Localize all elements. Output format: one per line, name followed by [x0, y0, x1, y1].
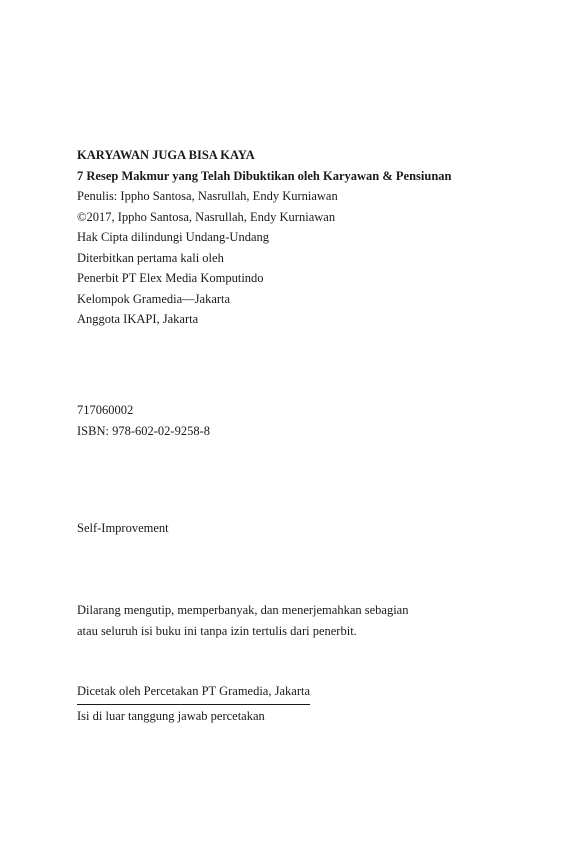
notice-line-1: Dilarang mengutip, memperbanyak, dan menerjemahkan sebagian [77, 603, 409, 617]
book-info-block [77, 145, 497, 330]
copy-notice-block [77, 600, 497, 641]
category-block [77, 518, 497, 539]
printed-by-text: Dicetak oleh Percetakan PT Gramedia, Jakarta [77, 681, 310, 705]
catalog-number: 717060002 [77, 403, 134, 417]
book-subtitle: 7 Resep Makmur yang Telah Dibuktikan oleh Karyawan & Pensiunan [77, 168, 452, 183]
publisher-line: Penerbit PT Elex Media Komputindo [77, 271, 264, 285]
copyright-line: ©2017, Ippho Santosa, Nasrullah, Endy Kurniawan [77, 209, 336, 224]
authors-line: Penulis: Ippho Santosa, Nasrullah, Endy Kurniawan [77, 189, 338, 203]
ikapi-line: Anggota IKAPI, Jakarta [77, 312, 199, 326]
printed-by-line [77, 681, 497, 706]
category-label: Self-Improvement [77, 521, 169, 535]
isbn-line: ISBN: 978-602-02-9258-8 [77, 423, 210, 438]
group-line: Kelompok Gramedia—Jakarta [77, 291, 231, 306]
rights-line: Hak Cipta dilindungi Undang-Undang [77, 230, 269, 244]
printer-block [77, 681, 497, 726]
codes-block [77, 400, 497, 441]
notice-line-2: atau seluruh isi buku ini tanpa izin tertulis dari penerbit. [77, 623, 357, 638]
published-first-line: Diterbitkan pertama kali oleh [77, 250, 224, 265]
printer-disclaimer: Isi di luar tanggung jawab percetakan [77, 708, 265, 723]
book-title: KARYAWAN JUGA BISA KAYA [77, 148, 255, 162]
